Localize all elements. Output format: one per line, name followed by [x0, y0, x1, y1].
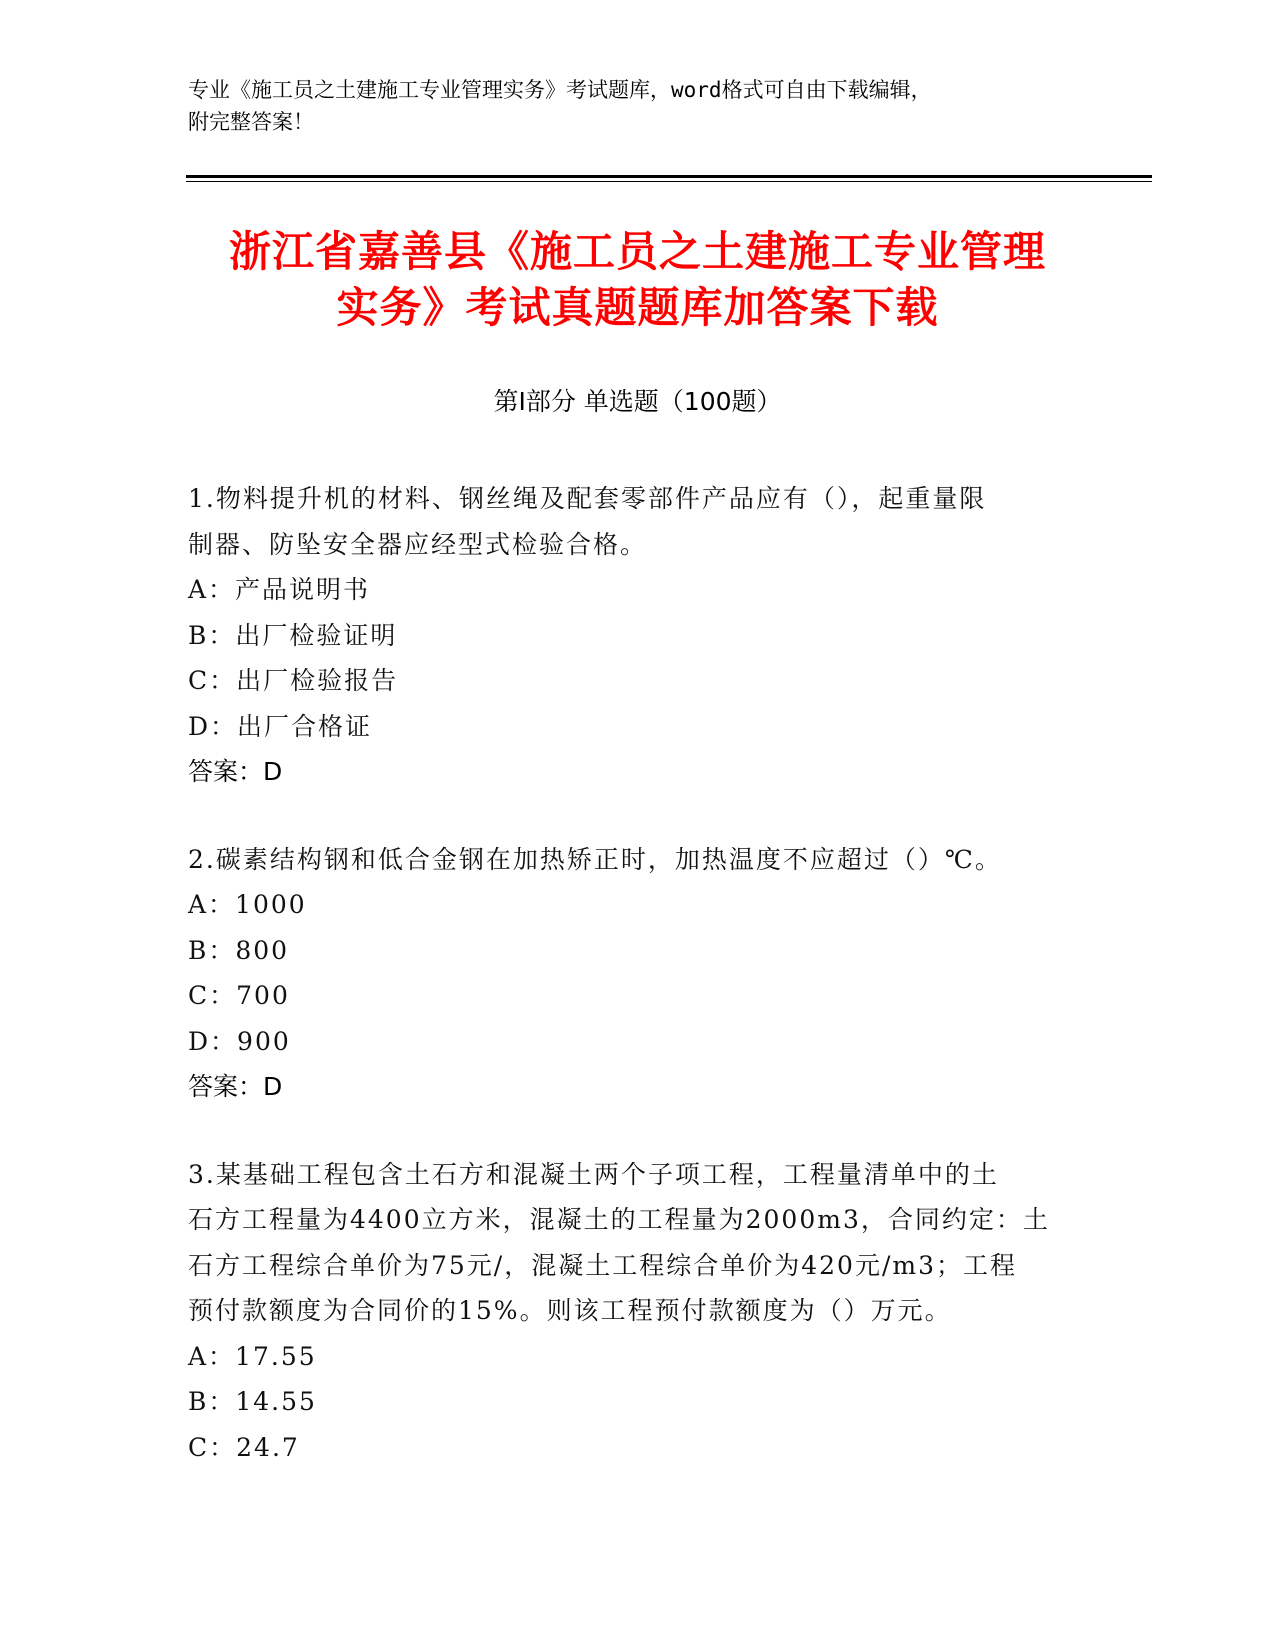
question-1: [188, 476, 1088, 795]
option-a: A：1000: [188, 890, 307, 919]
answer-label: 答案：D: [188, 757, 283, 786]
header-rule-thin: [186, 181, 1152, 182]
option-b: B：出厂检验证明: [188, 620, 398, 650]
header-note-line-1: 专业《施工员之土建施工专业管理实务》考试题库，word格式可自由下载编辑，: [188, 78, 932, 102]
question-2: [188, 837, 1088, 1110]
question-stem-line: 2.碳素结构钢和低合金钢在加热矫正时，加热温度不应超过（）℃。: [188, 844, 1002, 874]
question-stem-line: 制器、防坠安全器应经型式检验合格。: [188, 529, 648, 559]
option-a: A：产品说明书: [188, 575, 371, 604]
document-title-line-1: 浙江省嘉善县《施工员之土建施工专业管理: [228, 227, 1046, 276]
option-c: C：24.7: [188, 1432, 300, 1462]
header-note-line-2: 附完整答案！: [188, 110, 314, 134]
document-title: [130, 224, 1145, 336]
answer-label: 答案：D: [188, 1072, 283, 1101]
option-d: D：出厂合格证: [188, 711, 373, 741]
option-d: D：900: [188, 1026, 291, 1056]
question-stem-line: 预付款额度为合同价的15%。则该工程预付款额度为（）万元。: [188, 1296, 952, 1325]
option-a: A：17.55: [188, 1341, 317, 1371]
question-list: [188, 476, 1088, 1512]
option-c: C：出厂检验报告: [188, 666, 399, 695]
header-note: [188, 74, 1088, 138]
option-b: B：14.55: [188, 1387, 317, 1416]
question-stem-line: 3.某基础工程包含土石方和混凝土两个子项工程，工程量清单中的土: [188, 1159, 999, 1189]
header-rule-thick: [186, 175, 1152, 178]
document-title-line-2: 实务》考试真题题库加答案下载: [336, 283, 939, 332]
question-stem-line: 石方工程综合单价为75元/，混凝土工程综合单价为420元/m3；工程: [188, 1250, 1017, 1280]
question-stem-line: 石方工程量为4400立方米，混凝土的工程量为2000m3，合同约定：土: [188, 1205, 1050, 1234]
question-3: [188, 1152, 1088, 1471]
option-b: B：800: [188, 935, 290, 965]
question-stem-line: 1.物料提升机的材料、钢丝绳及配套零部件产品应有（），起重量限: [188, 484, 987, 513]
option-c: C：700: [188, 981, 290, 1010]
section-title: 第Ⅰ部分 单选题（100题）: [493, 387, 782, 416]
